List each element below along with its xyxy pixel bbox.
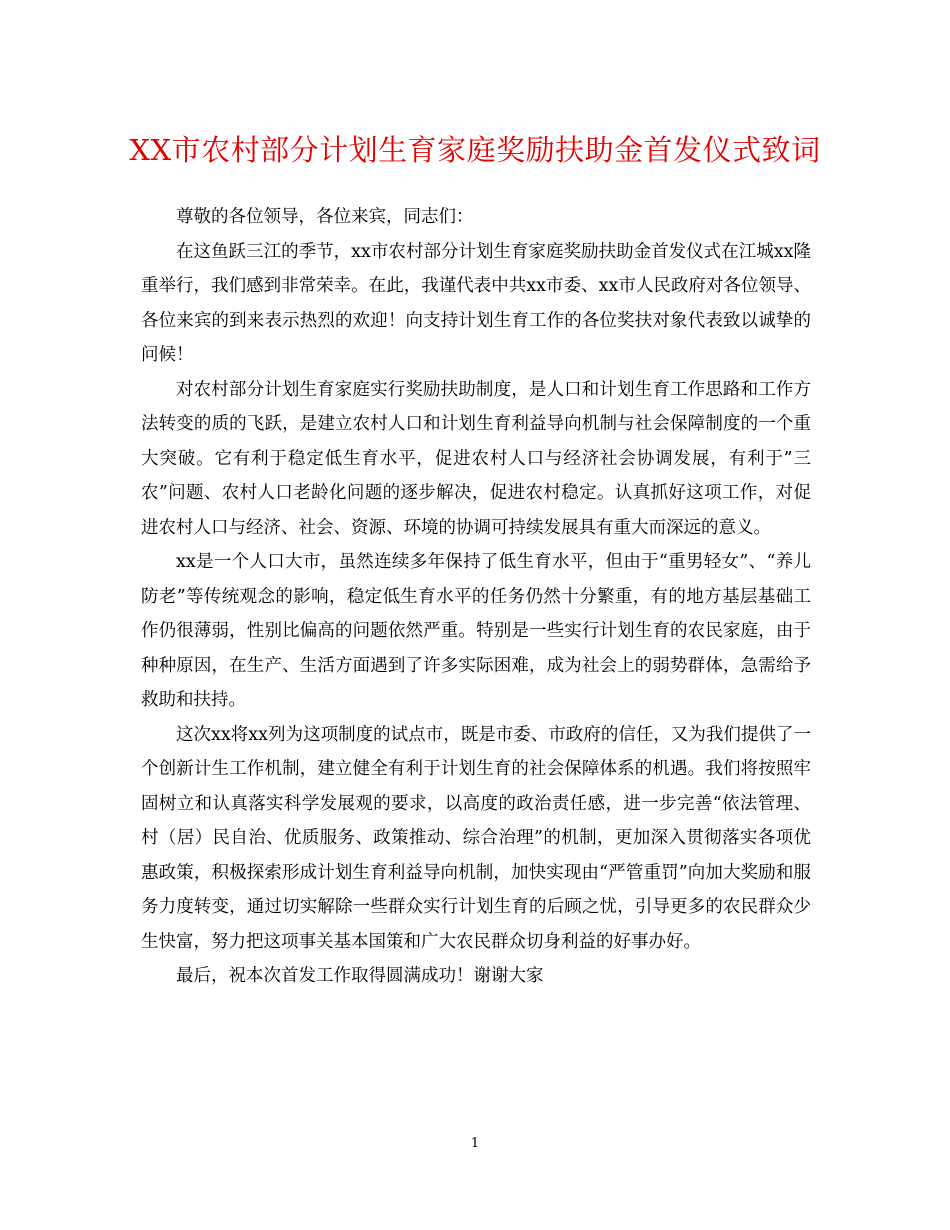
body-paragraph: 这次xx将xx列为这项制度的试点市，既是市委、市政府的信任，又为我们提供了一个创新计生工作机制，建立健全有利于计划生育的社会保障体系的机遇。我们将按照牢固树立和认真落实科学发展观的要求，以高度的政治责任感，进一步完善“依法管理、村（居）民自治、优质服务、政策推动、综合治理”的机制，更加深入贯彻落实各项优惠政策，积极探索形成计划生育利益导向机制，加快实现由“严管重罚”向加大奖励和服务力度转变，通过切实解除一些群众实行计划生育的后顾之忧，引导更多的农民群众少生快富，努力把这项事关基本国策和广大农民群众切身利益的好事办好。: [141, 724, 811, 952]
body-paragraph: 对农村部分计划生育家庭实行奖励扶助制度，是人口和计划生育工作思路和工作方法转变的质的飞跃，是建立农村人口和计划生育利益导向机制与社会保障制度的一个重大突破。它有利于稳定低生育水平，促进农村人口与经济社会协调发展，有利于”三农”问题、农村人口老龄化问题的逐步解决，促进农村稳定。认真抓好这项工作，对促进农村人口与经济、社会、资源、环境的协调可持续发展具有重大而深远的意义。: [141, 379, 811, 538]
page-number: 1: [470, 1136, 480, 1151]
salutation-paragraph: 尊敬的各位领导，各位来宾，同志们：: [176, 207, 474, 227]
document-body: [141, 200, 811, 994]
document-title: XX市农村部分计划生育家庭奖励扶助金首发仪式致词: [129, 133, 821, 167]
body-paragraph: xx是一个人口大市，虽然连续多年保持了低生育水平，但由于“重男轻女”、“养儿防老”等传统观念的影响，稳定低生育水平的任务仍然十分繁重，有的地方基层基础工作仍很薄弱，性别比偏高的问题依然严重。特别是一些实行计划生育的农民家庭，由于种种原因，在生产、生活方面遇到了许多实际困难，成为社会上的弱势群体，急需给予救助和扶持。: [141, 552, 811, 710]
body-paragraph: 在这鱼跃三江的季节，xx市农村部分计划生育家庭奖励扶助金首发仪式在江城xx隆重举行，我们感到非常荣幸。在此，我谨代表中共xx市委、xx市人民政府对各位领导、各位来宾的到来表示热烈的欢迎！向支持计划生育工作的各位奖扶对象代表致以诚挚的问候！: [141, 241, 811, 365]
closing-paragraph: 最后，祝本次首发工作取得圆满成功！谢谢大家: [176, 966, 544, 986]
